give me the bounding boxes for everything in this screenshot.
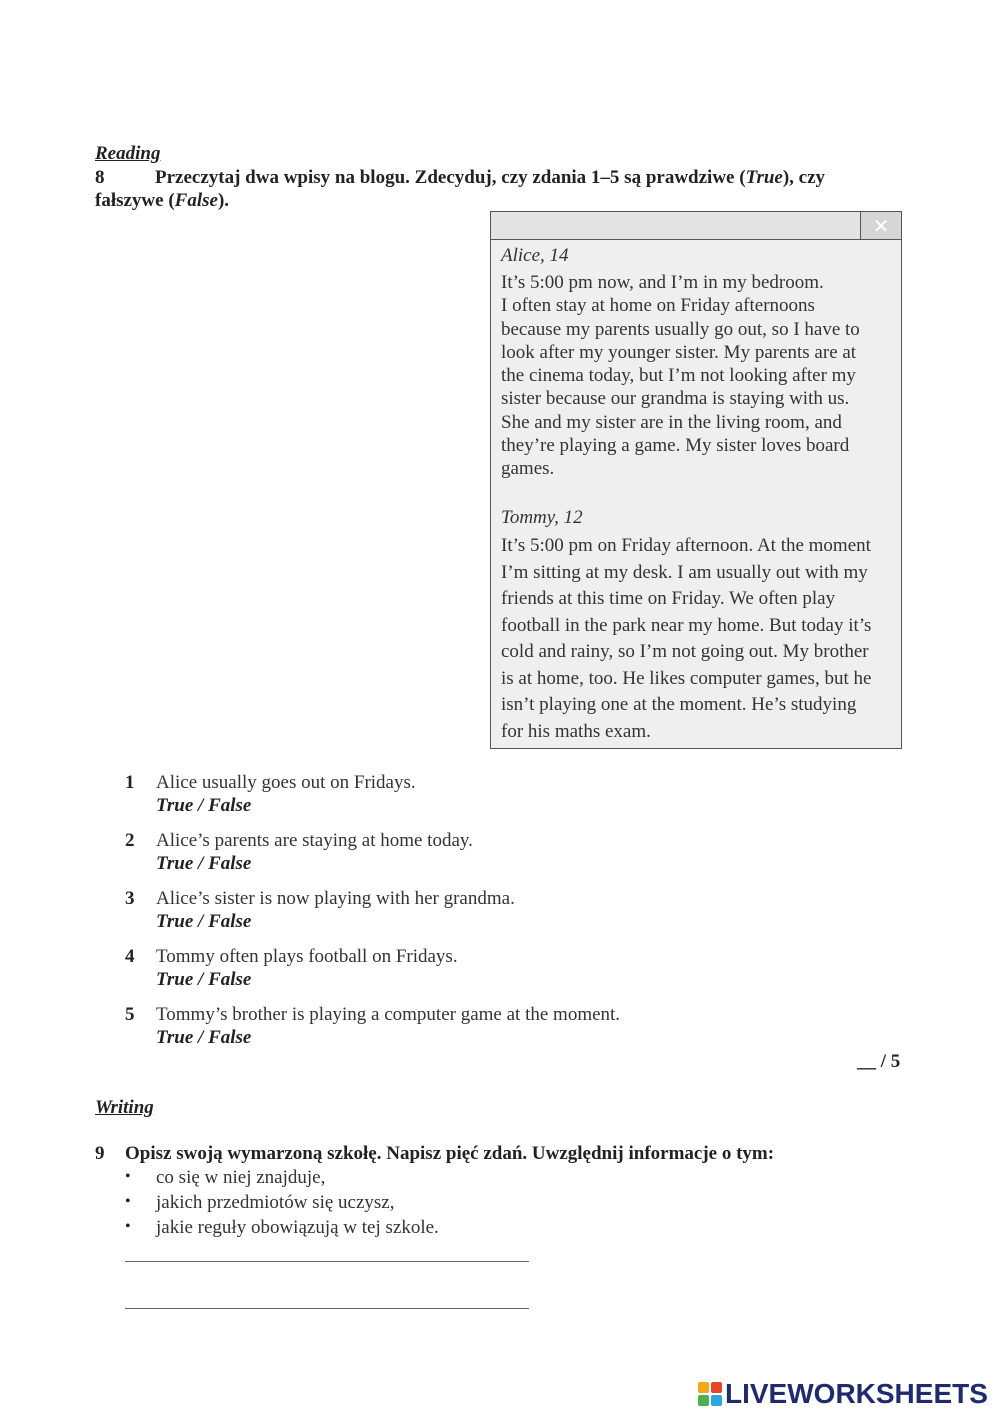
question-number: 1	[125, 772, 135, 793]
writing-heading: Writing	[95, 1097, 154, 1118]
question-text: Alice’s sister is now playing with her grandma.	[156, 888, 515, 909]
score-label: __ / 5	[857, 1051, 901, 1072]
close-button[interactable]	[860, 212, 901, 239]
task-9-instruction: Opisz swoją wymarzoną szkołę. Napisz pięć zdań. Uwzględnij informacje o tym:	[125, 1143, 775, 1164]
question-number: 4	[125, 946, 135, 967]
question-text: Alice usually goes out on Fridays.	[156, 772, 416, 793]
liveworksheets-logo	[698, 1377, 988, 1411]
task-9-number: 9	[95, 1143, 105, 1164]
brand-square-2	[711, 1382, 722, 1393]
question-text: Alice’s parents are staying at home today.	[156, 830, 473, 851]
answer-line[interactable]	[125, 1260, 529, 1262]
blog-author-tommy: Tommy, 12	[501, 507, 583, 528]
blog-post-alice: It’s 5:00 pm now, and I’m in my bedroom. I often stay at home on Friday afternoons because my parents usually go out, so I have to look after my younger sister. My parents are at the cinema today, but I’m not looking after my sister because our grandma is staying with us. She and my sister are in the living room, and they’re playing a game. My sister loves board games.	[501, 272, 860, 480]
task-8-number: 8	[95, 167, 105, 188]
close-icon: ✕	[872, 213, 890, 238]
question-number: 5	[125, 1004, 135, 1025]
true-false-choice[interactable]: True / False	[156, 853, 252, 874]
task-8-instruction-line2: fałszywe (False).	[95, 190, 230, 211]
question-text: Tommy’s brother is playing a computer game at the moment.	[156, 1004, 621, 1025]
answer-line[interactable]	[125, 1307, 529, 1309]
question-number: 3	[125, 888, 135, 909]
brand-name: LIVEWORKSHEETS	[725, 1378, 988, 1409]
blog-author-alice: Alice, 14	[501, 245, 569, 266]
brand-square-4	[711, 1395, 722, 1406]
brand-square-3	[698, 1395, 709, 1406]
task-8-instruction-line1: Przeczytaj dwa wpisy na blogu. Zdecyduj, czy zdania 1–5 są prawdziwe (True), czy	[155, 167, 826, 188]
blog-post-tommy: It’s 5:00 pm on Friday afternoon. At the moment I’m sitting at my desk. I am usually out with my friends at this time on Friday. We often play football in the park near my home. But today it’s cold and rainy, so I’m not going out. My brother is at home, too. He likes computer games, but he isn’t playing one at the moment. He’s studying for his maths exam.	[501, 535, 872, 742]
blog-panel-titlebar	[491, 212, 901, 240]
true-false-choice[interactable]: True / False	[156, 969, 252, 990]
question-text: Tommy often plays football on Fridays.	[156, 946, 458, 967]
reading-heading: Reading	[95, 143, 161, 164]
blog-panel	[490, 211, 902, 749]
brand-square-1	[698, 1382, 709, 1393]
question-number: 2	[125, 830, 135, 851]
true-false-choice[interactable]: True / False	[156, 795, 252, 816]
true-false-choice[interactable]: True / False	[156, 911, 252, 932]
true-false-choice[interactable]: True / False	[156, 1027, 252, 1048]
brand-icon	[698, 1382, 722, 1406]
